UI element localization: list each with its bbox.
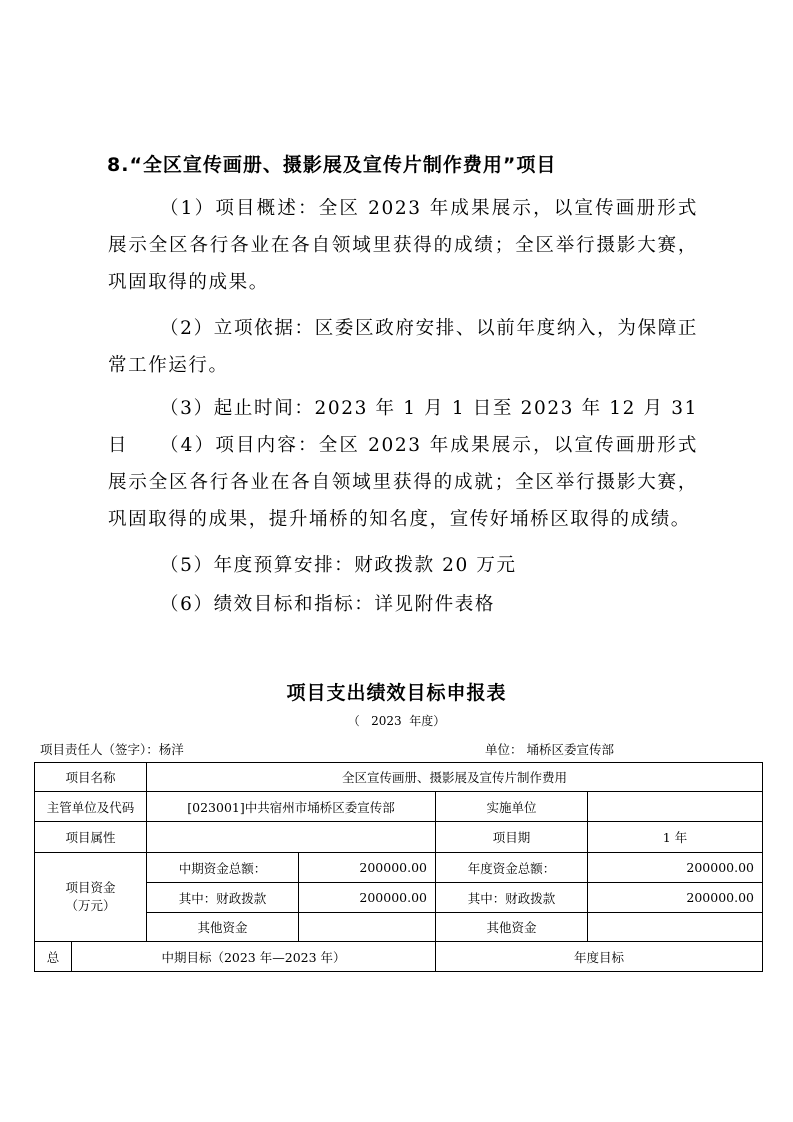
section-heading: 8.“全区宣传画册、摄影展及宣传片制作费用”项目 — [107, 154, 557, 176]
annual-total-label: 年度资金总额： — [436, 853, 588, 883]
annual-total-value: 200000.00 — [588, 853, 763, 883]
annual-fiscal-value: 200000.00 — [588, 883, 763, 913]
impl-value — [588, 792, 763, 822]
reporting-unit: 单位： 埇桥区委宣传部 — [485, 742, 614, 757]
funds-label-line1: 项目资金 — [65, 880, 116, 895]
paragraph-budget: （5）年度预算安排：财政拨款 20 万元 — [160, 555, 517, 576]
table-year: （ 2023 年度） — [347, 714, 446, 728]
period-value: 1 年 — [588, 822, 763, 853]
total-label: 总 — [34, 942, 72, 972]
mid-fiscal-value: 200000.00 — [299, 883, 436, 913]
impl-label: 实施单位 — [436, 792, 588, 822]
project-name-label: 项目名称 — [34, 762, 147, 792]
paragraph-overview: （1）项目概述：全区 2023 年成果展示，以宣传画册形式展示全区各行各业在各自领域里获得的成绩；全区举行摄影大赛，巩固取得的成果。 — [108, 198, 698, 293]
funds-label — [34, 853, 147, 942]
responsible-person: 项目责任人（签字）：杨洋 — [40, 742, 184, 757]
period-label: 项目期 — [436, 822, 588, 853]
dept-value: [023001]中共宿州市埇桥区委宣传部 — [147, 792, 436, 822]
attr-label: 项目属性 — [34, 822, 147, 853]
mid-other-label: 其他资金 — [147, 913, 299, 942]
mid-fiscal-label: 其中：财政拨款 — [147, 883, 299, 913]
paragraph-targets: （6）绩效目标和指标：详见附件表格 — [160, 594, 495, 615]
annual-fiscal-label: 其中：财政拨款 — [436, 883, 588, 913]
mid-total-value: 200000.00 — [299, 853, 436, 883]
mid-goal-label: 中期目标（2023 年—2023 年） — [72, 942, 436, 972]
paragraph-basis: （2）立项依据：区委区政府安排、以前年度纳入，为保障正常工作运行。 — [108, 318, 698, 376]
funds-label-line2: （万元） — [65, 898, 116, 913]
paragraph-content: （4）项目内容：全区 2023 年成果展示，以宣传画册形式展示全区各行各业在各自领域里获得的成就；全区举行摄影大赛，巩固取得的成果，提升埇桥的知名度，宣传好埇桥区取得的成绩。 — [108, 435, 698, 530]
mid-other-value — [299, 913, 436, 942]
mid-total-label: 中期资金总额： — [147, 853, 299, 883]
attr-value — [147, 822, 436, 853]
table-title: 项目支出绩效目标申报表 — [286, 682, 507, 704]
project-name-value: 全区宣传画册、摄影展及宣传片制作费用 — [147, 762, 763, 792]
annual-other-value — [588, 913, 763, 942]
paragraph-period: （3）起止时间：2023 年 1 月 1 日至 2023 年 12 月 31 日 — [108, 398, 698, 456]
annual-goal-label: 年度目标 — [436, 942, 763, 972]
dept-label: 主管单位及代码 — [34, 792, 147, 822]
annual-other-label: 其他资金 — [436, 913, 588, 942]
